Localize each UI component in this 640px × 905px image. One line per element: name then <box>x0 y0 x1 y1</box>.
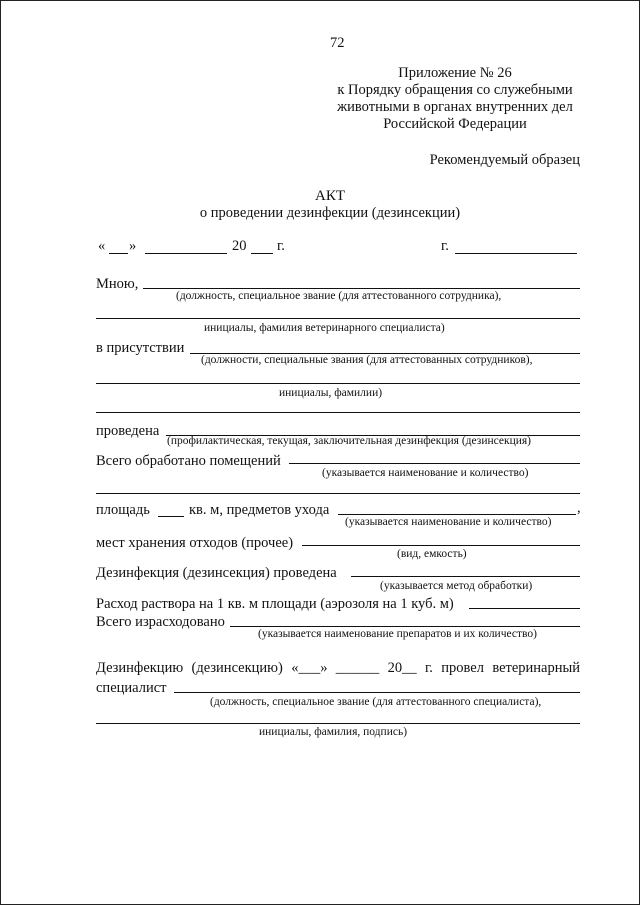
presence-label: в присутствии <box>96 340 185 356</box>
consumption-field[interactable] <box>469 608 580 609</box>
by-me-label: Мною, <box>96 276 139 292</box>
page-number: 72 <box>330 35 345 51</box>
specialist-label: специалист <box>96 680 167 696</box>
consumption-label: Расход раствора на 1 кв. м площади (аэрозоля на 1 куб. м) <box>96 596 454 612</box>
city-prefix: г. <box>441 238 449 254</box>
area-unit-label: кв. м, предметов ухода <box>189 502 330 518</box>
conducted-label: проведена <box>96 423 160 439</box>
vet-field[interactable] <box>96 318 580 319</box>
total-used-label: Всего израсходовано <box>96 614 225 630</box>
method-hint: (указывается метод обработки) <box>380 580 533 592</box>
year-suffix: г. <box>277 238 285 254</box>
quote-open: « <box>98 238 106 254</box>
specialist-field[interactable] <box>174 692 580 693</box>
rooms-field-2[interactable] <box>96 493 580 494</box>
area-comma: , <box>577 500 581 516</box>
presence-field-3[interactable] <box>96 412 580 413</box>
by-me-hint: (должность, специальное звание (для аттестованного сотрудника), <box>176 290 502 302</box>
items-hint: (указывается наименование и количество) <box>345 516 552 528</box>
area-field[interactable] <box>158 516 184 517</box>
method-field[interactable] <box>351 576 580 577</box>
month-field[interactable] <box>145 253 227 254</box>
waste-hint: (вид, емкость) <box>397 548 467 560</box>
waste-label: мест хранения отходов (прочее) <box>96 535 294 551</box>
vet-hint: инициалы, фамилия ветеринарного специалиста) <box>204 322 445 334</box>
city-field[interactable] <box>455 253 577 254</box>
signature-field[interactable] <box>96 723 580 724</box>
rooms-label: Всего обработано помещений <box>96 453 281 469</box>
quote-close: » <box>129 238 137 254</box>
appendix-line: к Порядку обращения со служебными <box>337 82 573 98</box>
presence-hint: (должности, специальные звания (для аттестованных сотрудников), <box>201 354 533 366</box>
total-used-field[interactable] <box>230 626 580 627</box>
by-me-field[interactable] <box>143 288 580 289</box>
disinfection-label: Дезинфекция (дезинсекция) проведена <box>96 565 337 581</box>
day-field[interactable] <box>109 253 128 254</box>
presence-field-2[interactable] <box>96 383 580 384</box>
care-items-field[interactable] <box>338 514 576 515</box>
total-hint: (указывается наименование препаратов и их количество) <box>258 628 537 640</box>
rooms-field[interactable] <box>289 463 580 464</box>
specialist-hint: (должность, специальное звание (для аттестованного специалиста), <box>210 696 542 708</box>
appendix-line: животными в органах внутренних дел <box>337 99 573 115</box>
year-field[interactable] <box>251 253 273 254</box>
conducted-hint: (профилактическая, текущая, заключительная дезинфекция (дезинсекция) <box>167 435 531 447</box>
document-title: АКТ <box>315 188 345 204</box>
year-prefix: 20 <box>232 238 247 254</box>
appendix-number: Приложение № 26 <box>398 65 512 81</box>
document-subtitle: о проведении дезинфекции (дезинсекции) <box>199 205 461 221</box>
recommended-sample: Рекомендуемый образец <box>429 152 580 168</box>
area-label: площадь <box>96 502 150 518</box>
signature-hint: инициалы, фамилия, подпись) <box>259 726 408 738</box>
initials-hint: инициалы, фамилии) <box>279 387 383 399</box>
waste-field[interactable] <box>302 545 580 546</box>
appendix-line: Российской Федерации <box>383 116 527 132</box>
rooms-hint: (указывается наименование и количество) <box>322 467 529 479</box>
final-statement: Дезинфекцию (дезинсекцию) «___» ______ 20__ г. провел ветеринарный <box>96 660 580 676</box>
